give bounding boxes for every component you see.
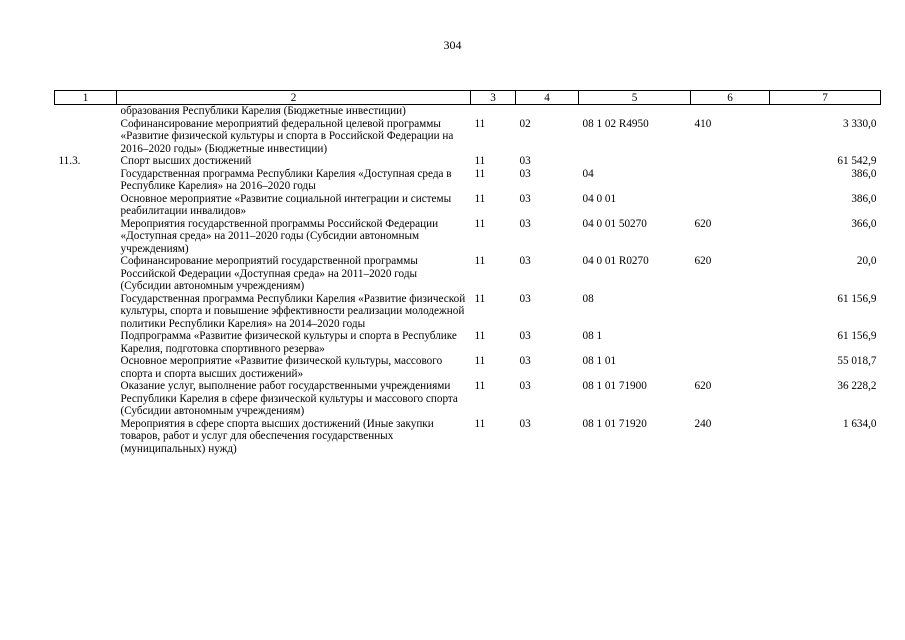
table-row [55, 293, 881, 331]
row-sum: 61 542,9 [837, 155, 877, 167]
row-sum: 1 634,0 [842, 417, 877, 430]
table-row [55, 155, 881, 168]
header-col-3: 3 [471, 91, 516, 105]
row-section: 11 [474, 380, 486, 392]
page-number: 304 [443, 38, 462, 52]
row-expense-type [691, 193, 770, 218]
row-name: Спорт высших достижений [120, 155, 252, 167]
row-expense-type: 620 [694, 217, 712, 230]
table-row [55, 193, 881, 218]
row-section: 11 [474, 192, 486, 205]
row-name: образования Республики Карелия (Бюджетные инвестиции) [120, 105, 406, 117]
row-section: 11 [474, 155, 486, 167]
row-expense-type [691, 293, 770, 331]
row-name: Государственная программа Республики Карелия «Доступная среда в Республике Карелия» на 2016–2020 годы [120, 167, 452, 192]
row-name: Подпрограмма «Развитие физической культуры и спорта в Республике Карелия, подготовка спортивного резерва» [120, 330, 457, 355]
row-sum: 386,0 [851, 192, 877, 205]
row-target-code: 04 0 01 R0270 [582, 255, 649, 267]
row-target-code: 08 1 01 71920 [582, 417, 647, 430]
row-sum: 61 156,9 [837, 330, 877, 342]
budget-table [54, 90, 881, 455]
row-expense-type [691, 168, 770, 193]
row-expense-type [691, 355, 770, 380]
header-row [55, 91, 881, 105]
row-number [55, 380, 117, 418]
row-name: Государственная программа Республики Карелия «Развитие физической культуры, спорта и повышение эффективности реализации молодежной политики Республики Карелия» на 2014–2020 годы [120, 292, 466, 330]
row-name: Основное мероприятие «Развитие социальной интеграции и системы реабилитации инвалидов» [120, 192, 452, 217]
header-col-2: 2 [117, 91, 471, 105]
row-section: 11 [474, 117, 486, 130]
row-name: Основное мероприятие «Развитие физической культуры, массового спорта и спорта высших достижений» [120, 355, 443, 380]
row-sum: 366,0 [851, 217, 877, 230]
row-subsection: 03 [519, 380, 531, 392]
row-target-code: 08 1 01 [582, 355, 617, 367]
row-target-code: 08 1 [582, 330, 603, 342]
row-expense-type: 620 [694, 380, 712, 392]
row-subsection: 03 [519, 330, 531, 342]
row-target-code: 08 1 02 R4950 [582, 117, 649, 130]
row-number [55, 168, 117, 193]
row-target-code [579, 155, 691, 168]
table-row [55, 118, 881, 156]
row-subsection [516, 105, 579, 118]
row-target-code: 08 [582, 292, 594, 305]
table-row [55, 418, 881, 456]
row-expense-type [691, 155, 770, 168]
row-number [55, 105, 117, 118]
table-row [55, 255, 881, 293]
row-expense-type [691, 105, 770, 118]
row-subsection: 03 [519, 292, 531, 305]
header-col-5: 5 [579, 91, 691, 105]
table-row [55, 330, 881, 355]
row-number [55, 418, 117, 456]
row-section: 11 [474, 167, 486, 180]
row-number: 11.3. [58, 155, 81, 167]
table-row [55, 355, 881, 380]
row-target-code [579, 105, 691, 118]
row-target-code: 04 0 01 50270 [582, 217, 647, 230]
table-row [55, 105, 881, 118]
row-section: 11 [474, 292, 486, 305]
row-name: Софинансирование мероприятий государственной программы Российской Федерации «Доступная среда» на 2011–2020 годы (Субсидии автономным учреждениям) [120, 255, 418, 292]
table-row [55, 168, 881, 193]
row-sum: 55 018,7 [837, 355, 877, 367]
row-sum [770, 105, 881, 118]
table-body [55, 105, 881, 456]
row-section [471, 105, 516, 118]
table-header [55, 91, 881, 105]
row-number [55, 218, 117, 256]
row-expense-type: 620 [694, 255, 712, 267]
row-subsection: 03 [519, 355, 531, 367]
row-number [55, 330, 117, 355]
row-subsection: 03 [519, 192, 531, 205]
row-number [55, 293, 117, 331]
row-section: 11 [474, 217, 486, 230]
row-subsection: 03 [519, 255, 531, 267]
row-section: 11 [474, 417, 486, 430]
row-expense-type: 240 [694, 417, 712, 430]
row-sum: 36 228,2 [837, 380, 877, 392]
row-subsection: 03 [519, 167, 531, 180]
row-section: 11 [474, 255, 486, 267]
row-subsection: 03 [519, 155, 531, 167]
row-number [55, 355, 117, 380]
table-row [55, 380, 881, 418]
row-target-code: 04 0 01 [582, 192, 617, 205]
row-section: 11 [474, 330, 486, 342]
header-col-6: 6 [691, 91, 770, 105]
header-col-7: 7 [770, 91, 881, 105]
row-sum: 61 156,9 [837, 292, 877, 305]
header-col-1: 1 [55, 91, 117, 105]
header-col-4: 4 [516, 91, 579, 105]
row-sum: 20,0 [856, 255, 877, 267]
row-target-code: 04 [582, 167, 594, 180]
row-target-code: 08 1 01 71900 [582, 380, 647, 392]
row-expense-type [691, 330, 770, 355]
row-name: Мероприятия в сфере спорта высших достижений (Иные закупки товаров, работ и услуг для обеспечения государственных (муниципальных) нужд) [120, 417, 434, 455]
row-name: Оказание услуг, выполнение работ государственными учреждениями Республики Карелия в сфере физической культуры и массового спорта (Субсидии автономным учреждениям) [120, 380, 458, 417]
row-name: Мероприятия государственной программы Российской Федерации «Доступная среда» на 2011–2020 годы (Субсидии автономным учреждениям) [120, 217, 439, 255]
table-row [55, 218, 881, 256]
row-number [55, 118, 117, 156]
row-sum: 386,0 [851, 167, 877, 180]
row-subsection: 02 [519, 117, 531, 130]
row-number [55, 193, 117, 218]
row-number [55, 255, 117, 293]
row-expense-type: 410 [694, 117, 712, 130]
row-subsection: 03 [519, 217, 531, 230]
row-name: Софинансирование мероприятий федеральной целевой программы «Развитие физической культуры и спорта в Российской Федерации на 2016–2020 годы» (Бюджетные инвестиции) [120, 117, 454, 155]
row-sum: 3 330,0 [842, 117, 877, 130]
row-subsection: 03 [519, 417, 531, 430]
row-section: 11 [474, 355, 486, 367]
